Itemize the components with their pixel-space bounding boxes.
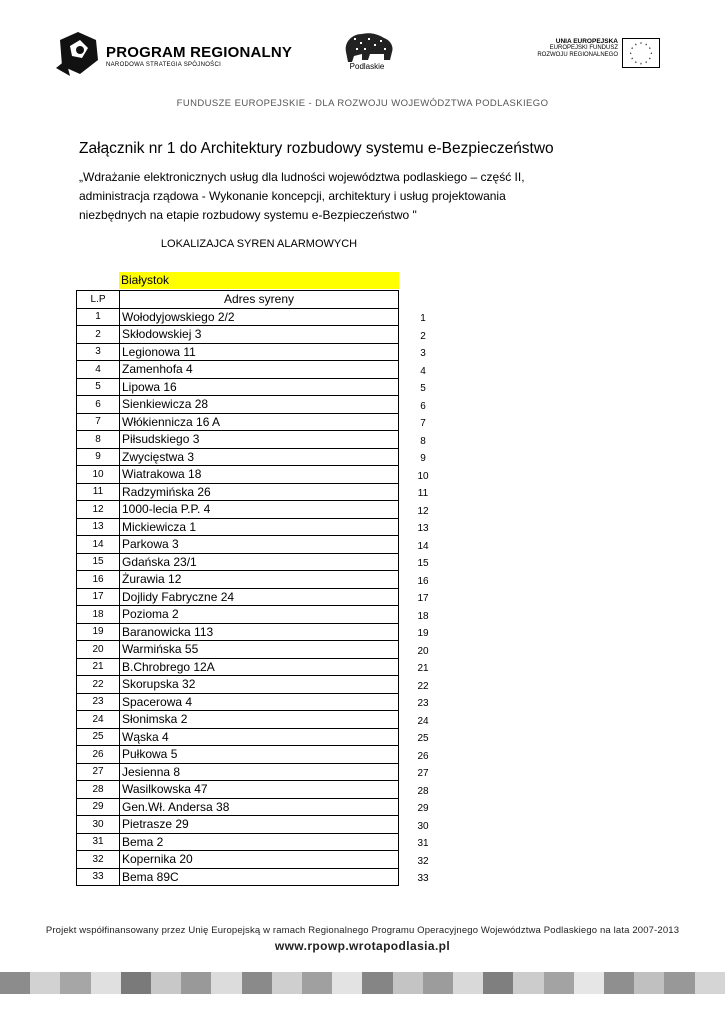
footer-stripe (483, 972, 513, 994)
side-number: 19 (417, 628, 429, 639)
intro-line-2: administracja rządowa - Wykonanie koncepcji, architektury i usług projektowania (79, 189, 506, 203)
eu-logo-line3: ROZWOJU REGIONALNEGO (537, 52, 618, 58)
siren-address: Lipowa 16 (120, 378, 399, 396)
program-logo-icon (56, 30, 102, 78)
column-header-lp: L.P (77, 291, 120, 309)
side-number: 8 (420, 435, 426, 447)
table-row (77, 448, 399, 466)
side-number: 23 (417, 698, 429, 709)
footer-stripe (604, 972, 634, 994)
side-number: 26 (417, 750, 429, 762)
table-row (77, 483, 399, 501)
footer-stripe (302, 972, 332, 994)
row-number: 13 (77, 518, 120, 536)
footer-stripe (544, 972, 574, 994)
siren-address: Mickiewicza 1 (120, 518, 399, 536)
table-row (77, 536, 399, 554)
row-number: 2 (77, 326, 120, 344)
table-row (77, 781, 399, 799)
siren-address: Warmińska 55 (120, 641, 399, 659)
siren-address: Pozioma 2 (120, 606, 399, 624)
side-number: 30 (417, 820, 429, 832)
row-number: 16 (77, 571, 120, 589)
table-row (77, 361, 399, 379)
program-logo-subtitle: NARODOWA STRATEGIA SPÓJNOŚCI (106, 62, 222, 68)
table-row (77, 798, 399, 816)
row-number: 6 (77, 396, 120, 414)
row-number: 12 (77, 501, 120, 519)
table-row (77, 641, 399, 659)
intro-line-1: „Wdrażanie elektronicznych usług dla ludności województwa podlaskiego – część II, (79, 170, 525, 184)
table-row (77, 378, 399, 396)
side-number: 27 (417, 768, 429, 779)
footer-stripes (0, 972, 725, 994)
side-number: 25 (417, 733, 429, 744)
row-number: 9 (77, 448, 120, 466)
siren-address: Słonimska 2 (120, 711, 399, 729)
row-number: 28 (77, 781, 120, 799)
siren-address: Wasilkowska 47 (120, 781, 399, 799)
side-number: 18 (417, 610, 429, 622)
side-number-column (408, 310, 438, 888)
table-row (77, 431, 399, 449)
footer-stripe (181, 972, 211, 994)
table-row (77, 833, 399, 851)
siren-address: Zamenhofa 4 (120, 361, 399, 379)
siren-address: Piłsudskiego 3 (120, 431, 399, 449)
table-row (77, 343, 399, 361)
footer-stripe (121, 972, 151, 994)
table-row (77, 571, 399, 589)
table-row (77, 693, 399, 711)
side-number: 20 (417, 645, 429, 657)
podlaskie-label: Podlaskie (349, 62, 385, 71)
side-number: 4 (420, 365, 426, 377)
side-number: 15 (417, 558, 429, 569)
row-number: 26 (77, 746, 120, 764)
side-number: 31 (417, 838, 429, 849)
siren-address: Gen.Wł. Andersa 38 (120, 798, 399, 816)
table-row (77, 851, 399, 869)
row-number: 25 (77, 728, 120, 746)
table-row (77, 466, 399, 484)
siren-address: Legionowa 11 (120, 343, 399, 361)
row-number: 18 (77, 606, 120, 624)
row-number: 19 (77, 623, 120, 641)
footer-stripe (362, 972, 392, 994)
podlaskie-logo (334, 30, 400, 78)
siren-address: Wąska 4 (120, 728, 399, 746)
footer-stripe (453, 972, 483, 994)
footer-stripe (634, 972, 664, 994)
siren-address: Kopernika 20 (120, 851, 399, 869)
document-subtitle: LOKALIZAJCA SYREN ALARMOWYCH (160, 238, 358, 250)
side-number: 33 (417, 873, 429, 884)
side-number: 17 (417, 593, 429, 604)
siren-address: Pułkowa 5 (120, 746, 399, 764)
table-row (77, 676, 399, 694)
siren-address: Dojlidy Fabryczne 24 (120, 588, 399, 606)
table-row (77, 588, 399, 606)
header-tagline: FUNDUSZE EUROPEJSKIE - DLA ROZWOJU WOJEWÓDZTWA PODLASKIEGO (176, 98, 549, 109)
footer-url: www.rpowp.wrotapodlasia.pl (274, 939, 451, 953)
table-row (77, 326, 399, 344)
eu-logo (510, 38, 660, 74)
eu-logo-text (537, 38, 618, 59)
row-number: 4 (77, 361, 120, 379)
footer-stripe (60, 972, 90, 994)
footer-stripe (513, 972, 543, 994)
table-row (77, 606, 399, 624)
table-row (77, 553, 399, 571)
side-number: 13 (417, 523, 429, 534)
siren-address: Pietrasze 29 (120, 816, 399, 834)
side-number: 5 (420, 383, 426, 394)
siren-address: Parkowa 3 (120, 536, 399, 554)
row-number: 22 (77, 676, 120, 694)
footer-stripe (30, 972, 60, 994)
side-number: 21 (417, 663, 429, 674)
side-number: 7 (420, 418, 426, 429)
table-row (77, 501, 399, 519)
row-number: 27 (77, 763, 120, 781)
table-row (77, 413, 399, 431)
siren-address: Włókiennicza 16 A (120, 413, 399, 431)
side-number: 9 (420, 453, 426, 464)
footer-stripe (151, 972, 181, 994)
side-number: 22 (417, 680, 429, 692)
footer-stripe (695, 972, 725, 994)
side-number: 1 (420, 313, 426, 324)
row-number: 5 (77, 378, 120, 396)
row-number: 20 (77, 641, 120, 659)
table-row (77, 868, 399, 886)
siren-address: Żurawia 12 (120, 571, 399, 589)
siren-address: Bema 2 (120, 833, 399, 851)
eu-logo-line1: UNIA EUROPEJSKA (555, 38, 618, 45)
footer-stripe (332, 972, 362, 994)
column-header-address: Adres syreny (120, 291, 399, 309)
table-row (77, 763, 399, 781)
table-row (77, 816, 399, 834)
side-number: 10 (417, 470, 429, 482)
row-number: 15 (77, 553, 120, 571)
sirens-table (76, 290, 399, 886)
footer-stripe (272, 972, 302, 994)
table-row (77, 746, 399, 764)
table-row (77, 396, 399, 414)
siren-address: Jesienna 8 (120, 763, 399, 781)
row-number: 23 (77, 693, 120, 711)
city-label: Białystok (119, 272, 399, 289)
row-number: 29 (77, 798, 120, 816)
eu-flag-icon (622, 38, 660, 68)
side-number: 28 (417, 785, 429, 797)
document-title: Załącznik nr 1 do Architektury rozbudowy systemu e-Bezpieczeństwo (79, 140, 554, 157)
siren-address: Wiatrakowa 18 (120, 466, 399, 484)
siren-address: 1000-lecia P.P. 4 (120, 501, 399, 519)
siren-address: Skłodowskiej 3 (120, 326, 399, 344)
row-number: 31 (77, 833, 120, 851)
row-number: 14 (77, 536, 120, 554)
program-regionalny-logo (56, 30, 293, 82)
footer-stripe (91, 972, 121, 994)
table-row (77, 308, 399, 326)
siren-address: B.Chrobrego 12A (120, 658, 399, 676)
footer-stripe (664, 972, 694, 994)
row-number: 21 (77, 658, 120, 676)
siren-address: Baranowicka 113 (120, 623, 399, 641)
siren-address: Skorupska 32 (120, 676, 399, 694)
siren-address: Bema 89C (120, 868, 399, 886)
side-number: 16 (417, 575, 429, 587)
table-row (77, 728, 399, 746)
row-number: 11 (77, 483, 120, 501)
side-number: 3 (420, 348, 426, 359)
siren-address: Radzymińska 26 (120, 483, 399, 501)
row-number: 33 (77, 868, 120, 886)
footer-stripe (0, 972, 30, 994)
table-header-row (77, 291, 399, 309)
siren-address: Zwycięstwa 3 (120, 448, 399, 466)
row-number: 24 (77, 711, 120, 729)
row-number: 8 (77, 431, 120, 449)
table-row (77, 658, 399, 676)
table-row (77, 623, 399, 641)
table-row (77, 711, 399, 729)
row-number: 1 (77, 308, 120, 326)
side-number: 11 (417, 488, 429, 499)
eu-logo-line2: EUROPEJSKI FUNDUSZ (549, 45, 618, 51)
side-number: 12 (417, 505, 429, 517)
footer-stripe (393, 972, 423, 994)
program-logo-title: PROGRAM REGIONALNY (106, 44, 293, 61)
side-number: 24 (417, 715, 429, 727)
footer-stripe (211, 972, 241, 994)
footer-note: Projekt współfinansowany przez Unię Europejską w ramach Regionalnego Programu Operacyjnego Województwa Podlaskiego na lata 2007-2013 (45, 925, 680, 936)
row-number: 30 (77, 816, 120, 834)
row-number: 17 (77, 588, 120, 606)
row-number: 3 (77, 343, 120, 361)
siren-address: Spacerowa 4 (120, 693, 399, 711)
siren-address: Gdańska 23/1 (120, 553, 399, 571)
side-number: 6 (420, 400, 426, 412)
row-number: 32 (77, 851, 120, 869)
side-number: 29 (417, 803, 429, 814)
side-number: 32 (417, 855, 429, 867)
bison-icon (340, 30, 396, 64)
table-row (77, 518, 399, 536)
siren-address: Sienkiewicza 28 (120, 396, 399, 414)
document-intro (79, 168, 599, 225)
footer-stripe (242, 972, 272, 994)
sirens-table-body (77, 308, 399, 886)
side-number: 14 (417, 540, 429, 552)
footer-stripe (574, 972, 604, 994)
row-number: 10 (77, 466, 120, 484)
intro-line-3: niezbędnych na etapie rozbudowy systemu e-Bezpieczeństwo " (79, 208, 417, 222)
siren-address: Wołodyjowskiego 2/2 (120, 308, 399, 326)
row-number: 7 (77, 413, 120, 431)
footer-stripe (423, 972, 453, 994)
side-number: 2 (420, 330, 426, 342)
